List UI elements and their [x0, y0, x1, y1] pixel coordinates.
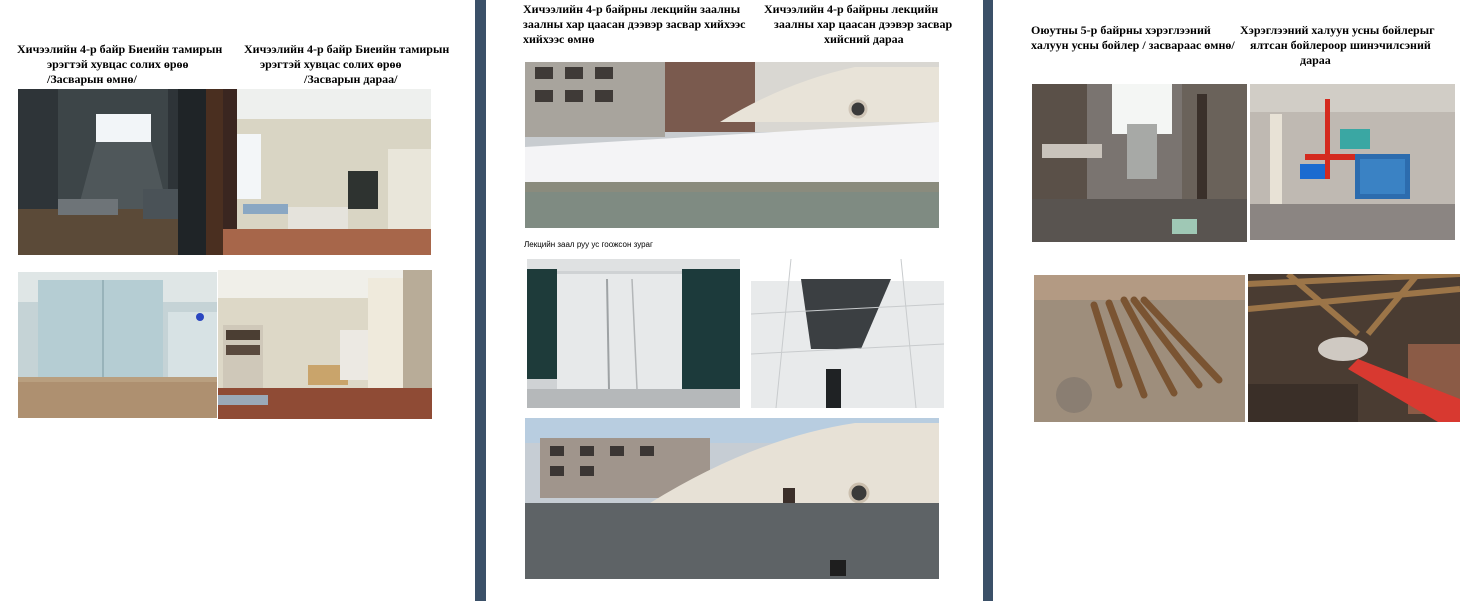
page-gutter-2 [983, 0, 993, 601]
caption-line: заалны хар цаасан дээвэр засвар [774, 17, 953, 31]
caption-line: заалны хар цаасан дээвэр засвар хийхээс [523, 17, 746, 31]
caption-line: хийхээс өмнө [523, 32, 595, 46]
page-gutter-1 [475, 0, 486, 601]
photo-locker-room-before-1 [18, 89, 223, 255]
caption-line: Хичээлийн 4-р байрны лекцийн [764, 2, 939, 16]
caption-line: дараа [1300, 53, 1331, 67]
caption-locker-room-after [244, 42, 459, 87]
photo-roof-after [525, 418, 939, 579]
photo-locker-room-before-2 [18, 272, 217, 418]
photo-boiler-after [1250, 84, 1455, 240]
caption-line: /Засварын өмнө/ [47, 72, 137, 86]
caption-line: /Засварын дараа/ [304, 72, 398, 86]
photo-leak-curtains [527, 259, 740, 408]
caption-line: эрэгтэй хувцас солих өрөө [260, 57, 402, 71]
photo-roof-before [525, 62, 939, 228]
caption-line: хийсний дараа [824, 32, 904, 46]
caption-line: эрэгтэй хувцас солих өрөө [47, 57, 189, 71]
photo-leak-ceiling [751, 259, 944, 408]
photo-old-pipes [1034, 275, 1245, 422]
caption-boiler-after [1240, 23, 1455, 68]
photo-boiler-before [1032, 84, 1247, 242]
photo-locker-room-after-2 [218, 270, 432, 419]
caption-line: Хичээлийн 4-р байр Биеийн тамирын [244, 42, 450, 56]
photo-attic-pipes [1248, 274, 1460, 422]
caption-locker-room-before [17, 42, 232, 87]
caption-line: Хичээлийн 4-р байр Биеийн тамирын [17, 42, 223, 56]
caption-line: Оюутны 5-р байрны хэрэглээний [1031, 23, 1211, 37]
leak-note: Лекцийн заал руу ус гоожсон зураг [524, 240, 653, 249]
caption-line: Хичээлийн 4-р байрны лекцийн заалны [523, 2, 741, 16]
caption-boiler-before [1031, 23, 1246, 53]
caption-line: Хэрэглээний халуун усны бойлерыг [1240, 23, 1435, 37]
caption-roof-before [523, 2, 763, 47]
photo-locker-room-after-1 [223, 89, 431, 255]
caption-line: халуун усны бойлер / засвараас өмнө/ [1031, 38, 1235, 52]
caption-roof-after [764, 2, 964, 47]
caption-line: ялтсан бойлероор шинэчилсэний [1250, 38, 1431, 52]
